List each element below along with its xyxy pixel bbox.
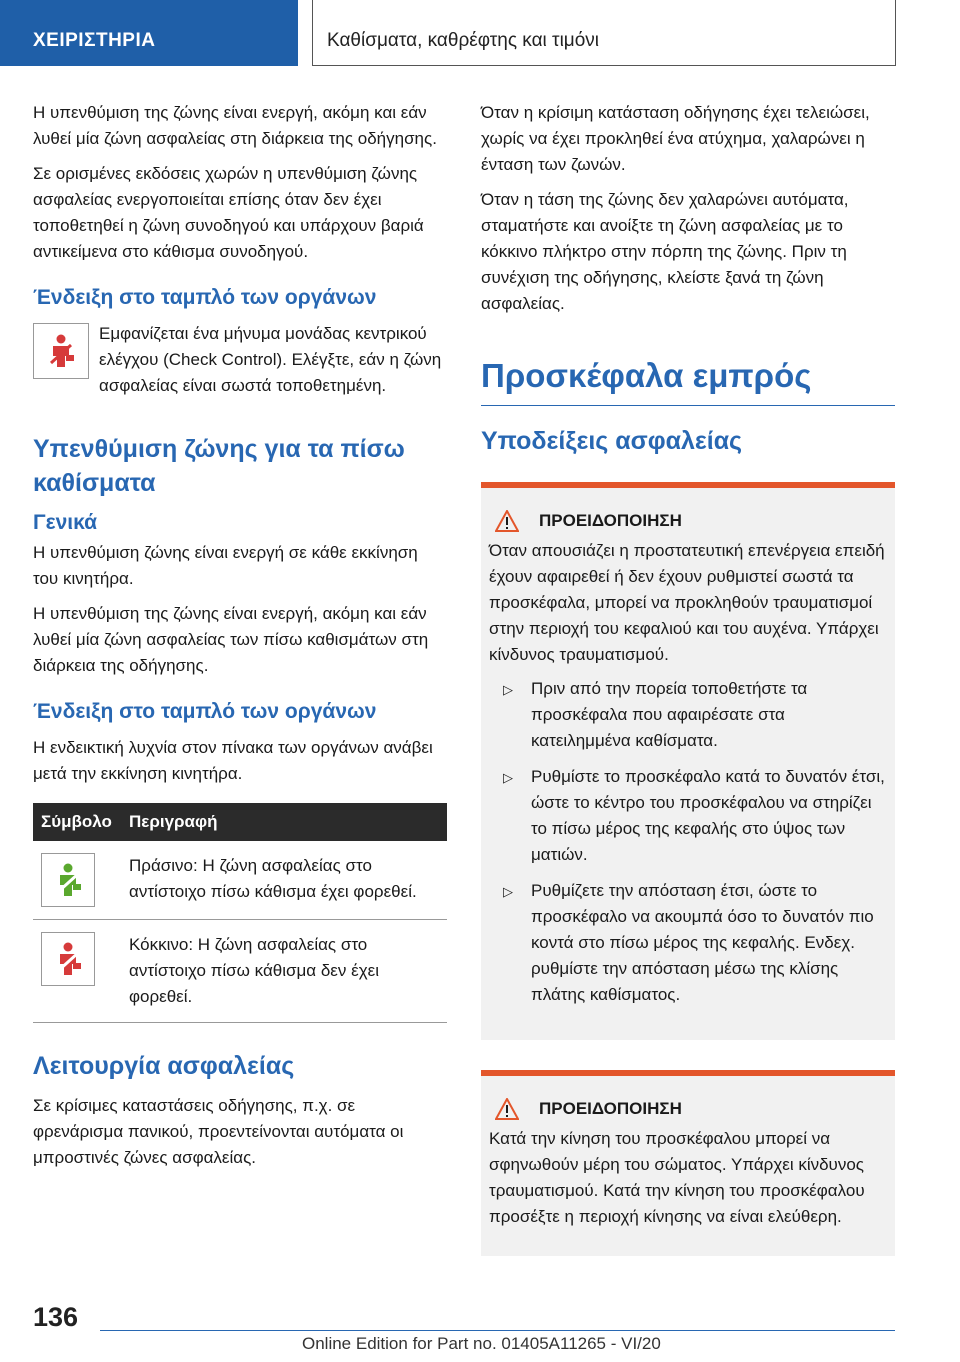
paragraph: Η ενδεικτική λυχνία στον πίνακα των οργάνων ανάβει μετά την εκκίνηση κινητήρα. <box>33 738 433 783</box>
paragraph: Σε κρίσιμες καταστάσεις οδήγησης, π.χ. σε φρενάρισμα πανικού, προεντείνονται αυτόματα οι μπροστινές ζώνες ασφαλείας. <box>33 1096 404 1167</box>
paragraph: Όταν η κρίσιμη κατάσταση οδήγησης έχει τελειώσει, χωρίς να έχει προκληθεί ένα ατύχημα, χαλαρώνει η ένταση των ζωνών. <box>481 103 870 174</box>
table-header-row <box>33 803 447 841</box>
warning-text: Κατά την κίνηση του προσκέφαλου μπορεί να σφηνωθούν μέρη του σώματος. Υπάρχει κίνδυνος τραυματισμού. Κατά την κίνηση του προσκέφαλου προσέξτε η περιοχή κίνησης να είναι ελεύθερη. <box>489 1129 865 1226</box>
warning-box <box>481 482 895 1040</box>
paragraph: Εμφανίζεται ένα μήνυμα μονάδας κεντρικού ελέγχου (Check Control). Ελέγξτε, εάν η ζώνη ασφαλείας είναι σωστά τοποθετημένη. <box>99 324 442 395</box>
chapter-title: Καθίσματα, καθρέφτης και τιμόνι <box>312 0 896 66</box>
paragraph: Η υπενθύμιση της ζώνης είναι ενεργή, ακόμη και εάν λυθεί μία ζώνη ασφαλείας στη διάρκεια της οδήγησης. <box>33 103 437 148</box>
list-item: ▷ Ρυθμίστε το προσκέφαλο κατά το δυνατόν έτσι, ώστε το κέντρο του προσκέφαλου να στηρίζει το πίσω μέρος της κεφαλής στο ύψος των ματιών. <box>503 767 885 864</box>
section-heading-safety-notes: Υποδείξεις ασφαλείας <box>481 427 743 455</box>
bullet-triangle-icon: ▷ <box>503 770 513 785</box>
right-column <box>481 100 895 1256</box>
icon-paragraph <box>33 321 447 408</box>
list-item: ▷ Ρυθμίζετε την απόσταση έτσι, ώστε το προσκέφαλο να ακουμπά όσο το δυνατόν πιο κοντά στο πίσω μέρος της κεφαλής. Ενδεχ. ρυθμίστε την απόσταση μέσω της κλίσης πλάτης καθίσματος. <box>503 881 874 1004</box>
seatbelt-red-icon <box>33 323 89 379</box>
paragraph: Όταν η τάση της ζώνης δεν χαλαρώνει αυτόματα, σταματήστε και ανοίξτε τη ζώνη ασφαλείας με το κόκκινο πλήκτρο στην πόρπη της ζώνης. Πριν τη συνέχιση της οδήγησης, κλείστε ξανά τη ζώνη ασφαλείας. <box>481 190 849 313</box>
chapter-heading-headrests: Προσκέφαλα εμπρός <box>481 357 895 406</box>
footer-divider <box>100 1330 895 1331</box>
section-heading-safety: Λειτουργία ασφαλείας <box>33 1052 295 1080</box>
warning-text: Όταν απουσιάζει η προστατευτική επενέργεια επειδή έχουν αφαιρεθεί ή δεν έχουν ρυθμιστεί σωστά τα προσκέφαλα, μπορεί να προκληθούν τραυματισμοί στην περιοχή του κεφαλιού και του αυχένα. Υπάρχει κίνδυνος τραυματισμού. <box>489 541 885 664</box>
paragraph: Η υπενθύμιση της ζώνης είναι ενεργή, ακόμη και εάν λυθεί μία ζώνη ασφαλείας των πίσω καθισμάτων στη διάρκεια της οδήγησης. <box>33 604 429 675</box>
subheading-display: Ένδειξη στο ταμπλό των οργάνων <box>33 700 377 723</box>
column-header-description: Περιγραφή <box>121 803 447 841</box>
edition-text: Online Edition for Part no. 01405A11265 - VI/20 <box>302 1334 661 1353</box>
bullet-triangle-icon: ▷ <box>503 884 513 899</box>
subheading-display: Ένδειξη στο ταμπλό των οργάνων <box>33 286 377 309</box>
warning-box <box>481 1070 895 1256</box>
paragraph: Σε ορισμένες εκδόσεις χωρών η υπενθύμιση ζώνης ασφαλείας ενεργοποιείται επίσης όταν δεν έχει τοποθετηθεί η ζώνη συνοδηγού και υπάρχουν βαριά αντικείμενα στο κάθισμα συνοδηγού. <box>33 164 424 261</box>
page-header <box>0 0 960 66</box>
warning-title: ΠΡΟΕΙΔΟΠΟΙΗΣΗ <box>539 1099 682 1118</box>
table-row <box>33 920 447 1023</box>
seatbelt-green-icon <box>41 853 95 907</box>
paragraph: Η υπενθύμιση ζώνης είναι ενεργή σε κάθε εκκίνηση του κινητήρα. <box>33 543 418 588</box>
bullet-triangle-icon: ▷ <box>503 682 513 697</box>
page-number: 136 <box>33 1302 79 1332</box>
column-header-symbol: Σύμβολο <box>33 803 121 841</box>
warning-triangle-icon <box>495 1098 519 1120</box>
table-cell: Κόκκινο: Η ζώνη ασφαλείας στο αντίστοιχο πίσω κάθισμα δεν έχει φορεθεί. <box>121 920 447 1023</box>
warning-title: ΠΡΟΕΙΔΟΠΟΙΗΣΗ <box>539 511 682 530</box>
table-row <box>33 841 447 920</box>
section-heading-rear: Υπενθύμιση ζώνης για τα πίσω καθίσματα <box>33 435 405 497</box>
warning-list <box>489 676 885 1008</box>
warning-triangle-icon <box>495 510 519 532</box>
list-item: ▷ Πριν από την πορεία τοποθετήστε τα προσκέφαλα που αφαιρέσατε στα κατειλημμένα καθίσματα. <box>503 679 808 750</box>
left-column <box>33 100 447 1180</box>
section-tab: ΧΕΙΡΙΣΤΗΡΙΑ <box>0 0 298 66</box>
subheading-general: Γενικά <box>33 511 98 534</box>
page-footer <box>0 1290 960 1362</box>
table-cell: Πράσινο: Η ζώνη ασφαλείας στο αντίστοιχο πίσω κάθισμα έχει φορεθεί. <box>121 841 447 920</box>
seatbelt-red-icon <box>41 932 95 986</box>
symbol-table <box>33 803 447 1023</box>
